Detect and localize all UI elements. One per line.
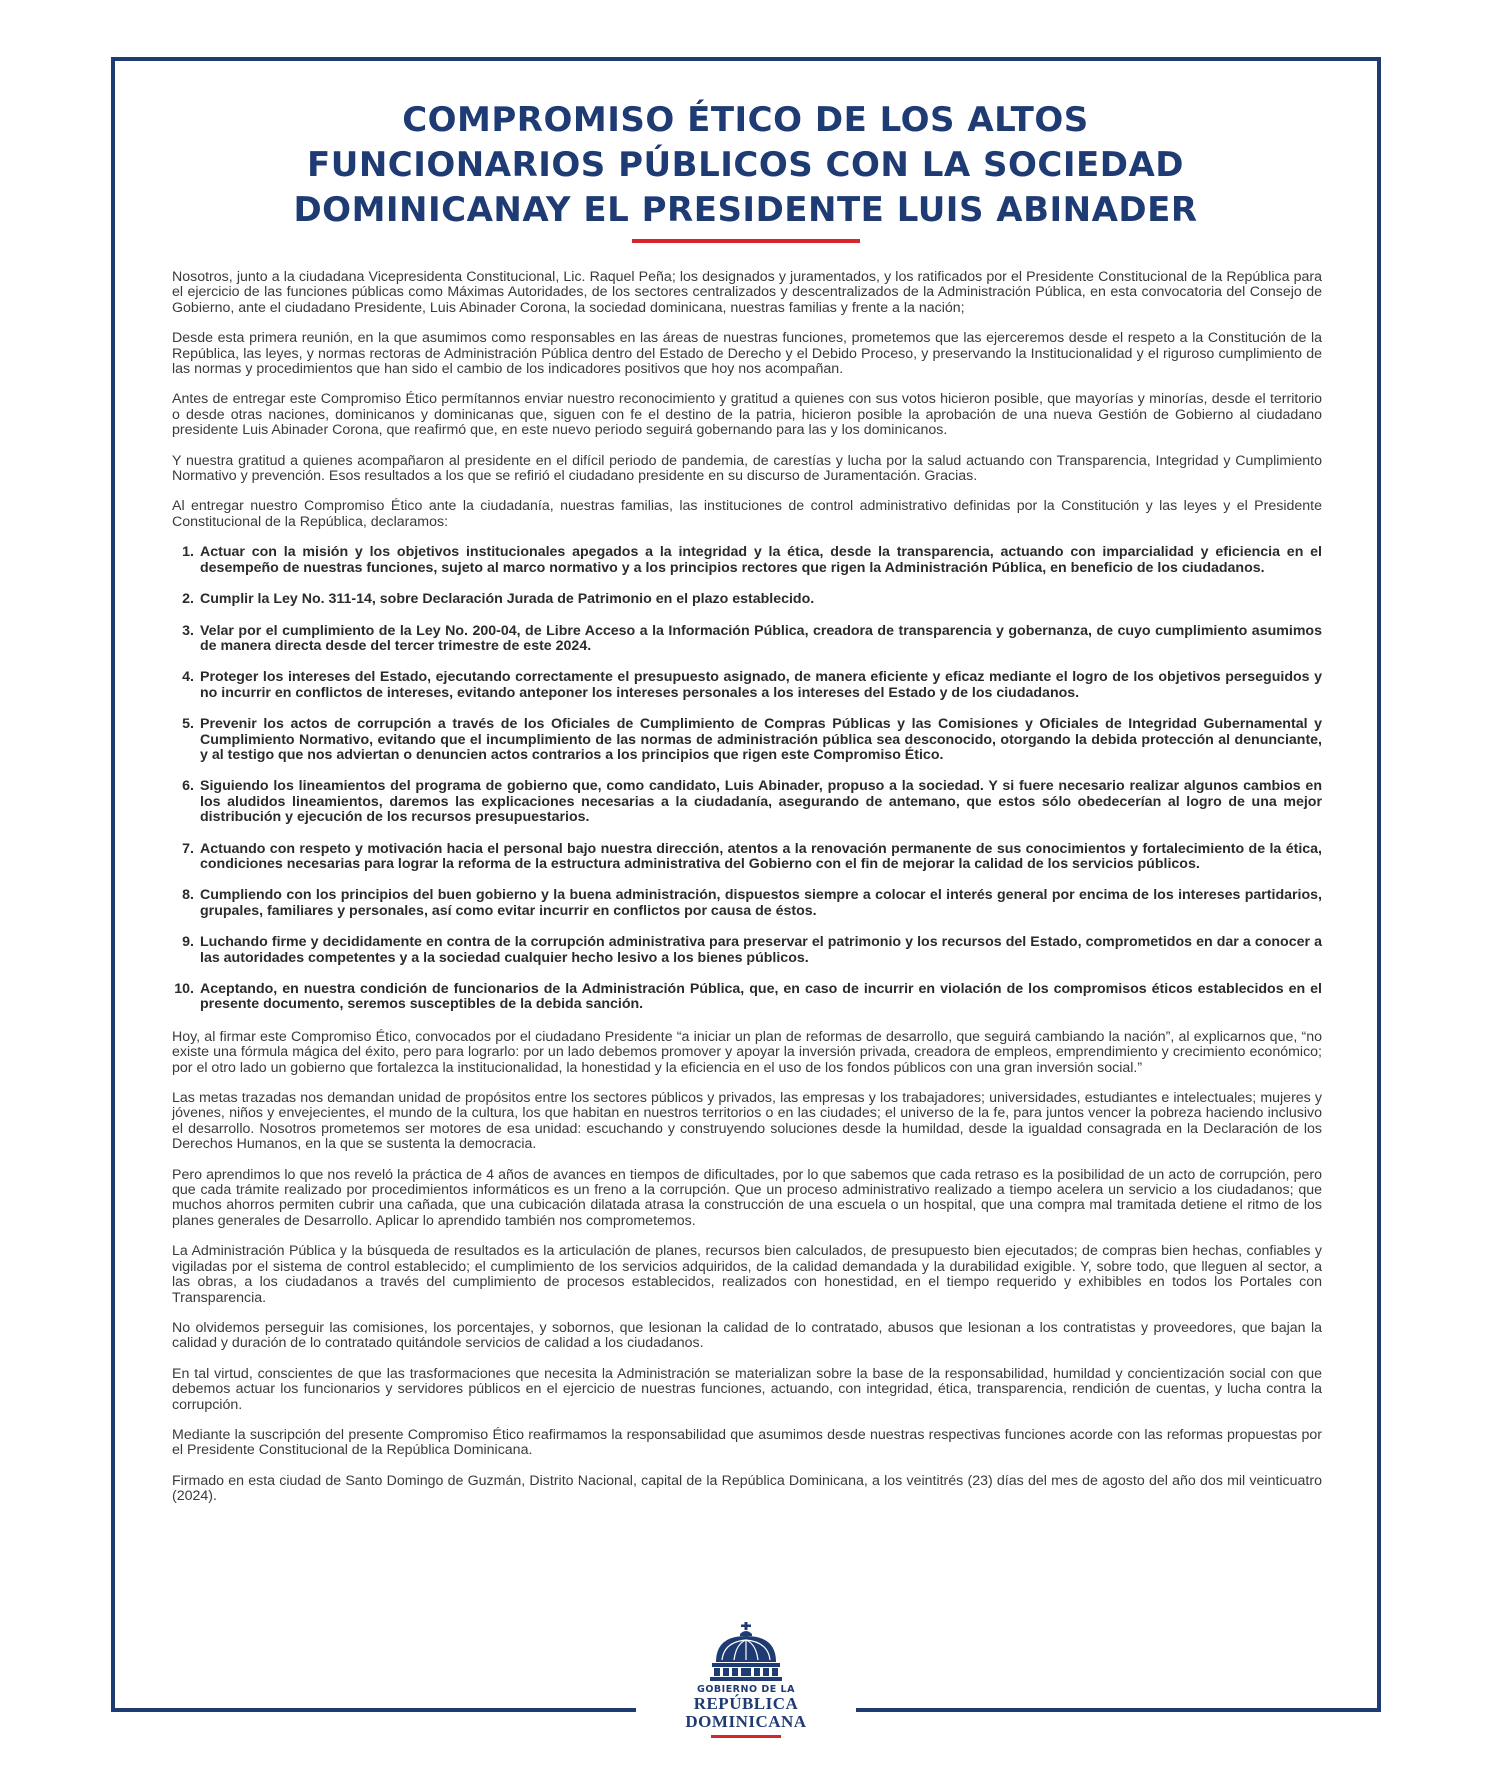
intro-paragraph: Antes de entregar este Compromiso Ético permítannos enviar nuestro reconocimiento y gratitud a quienes con sus votos hicieron posible, que mayorías y minorías, desde el territorio o desde otras naciones, dominicanos y dominicanas que, siguen con fe el destino de la patria, hicieron posible la aprobación de una nueva Gestión de Gobierno al ciudadano presidente Luis Abinader Corona, que reafirmó que, en este nuevo periodo seguirá gobernando para las y los dominicanos.	[172, 391, 1322, 439]
closing-paragraph: No olvidemos perseguir las comisiones, los porcentajes, y sobornos, que lesionan la calidad de lo contratado, abusos que lesionan a los contratistas y proveedores, que bajan la calidad y duración de lo contratado quitándole servicios de calidad a los ciudadanos.	[172, 1319, 1322, 1352]
intro-paragraph: Desde esta primera reunión, en la que asumimos como responsables en las áreas de nuestras funciones, prometemos que las ejerceremos desde el respeto a la Constitución de la República, las leyes, y normas rectoras de Administración Pública dentro del Estado de Derecho y el Debido Proceso, y preservando la Institucionalidad y el riguroso cumplimiento de las normas y procedimientos que han sido el cambio de los indicadores positivos que hoy nos acompañan.	[172, 330, 1322, 378]
dome-emblem-icon	[706, 1622, 786, 1682]
commitment-item	[172, 982, 1322, 1013]
commitment-item	[172, 592, 1322, 607]
commitment-item	[172, 779, 1322, 825]
document-title	[0, 98, 1491, 233]
closing-paragraph: Mediante la suscripción del presente Compromiso Ético reafirmamos la responsabilidad que asumimos desde nuestras respectivas funciones acorde con las reformas propuestas por el Presidente Constitucional de la República Dominicana.	[172, 1426, 1322, 1459]
intro-paragraph: Al entregar nuestro Compromiso Ético ante la ciudadanía, nuestras familias, las instituciones de control administrativo definidas por la Constitución y las leyes y el Presidente Constitucional de la República, declaramos:	[172, 498, 1322, 530]
commitment-item	[172, 888, 1322, 919]
commitment-text: Velar por el cumplimiento de la Ley No. 200-04, de Libre Acceso a la Información Pública, creadora de transparencia y gobernanza, de cuyo cumplimiento asumimos de manera directa desde del tercer trimestre de este 2024.	[200, 622, 1322, 654]
commitment-number: 4.	[182, 669, 194, 686]
commitments-list	[172, 545, 1322, 1013]
commitment-number: 6.	[182, 778, 194, 795]
commitment-text: Luchando firme y decididamente en contra de la corrupción administrativa para preservar el patrimonio y los recursos del Estado, comprometidos en dar a conocer a las autoridades competentes y a la sociedad cualquier hecho lesivo a los bienes públicos.	[200, 934, 1322, 966]
government-logo	[636, 1622, 856, 1732]
closing-paragraph: Pero aprendimos lo que nos reveló la práctica de 4 años de avances en tiempos de dificultades, por lo que sabemos que cada retraso es la posibilidad de un acto de corrupción, pero que cada trámite realizado por procedimientos informáticos es un freno a la corrupción. Que un proceso administrativo realizado a tiempo acelera un servicio a los ciudadanos; que muchos ahorros permiten cubrir una cañada, que una cubicación dilatada atrasa la construcción de una escuela o un hospital, que una compra mal tramitada detiene el ritmo de los planes generales de Desarrollo. Aplicar lo aprendido también nos comprometemos.	[172, 1166, 1322, 1229]
commitment-text: Cumplir la Ley No. 311-14, sobre Declaración Jurada de Patrimonio en el plazo establecido.	[200, 591, 815, 608]
commitment-text: Actuando con respeto y motivación hacia el personal bajo nuestra dirección, atentos a la renovación permanente de sus conocimientos y fortalecimiento de la ética, condiciones necesarias para lograr la reforma de la estructura administrativa del Gobierno con el fin de mejorar la calidad de los servicios públicos.	[200, 840, 1322, 872]
commitment-number: 7.	[182, 840, 194, 857]
commitment-item	[172, 717, 1322, 763]
commitment-item	[172, 842, 1322, 873]
commitment-number: 3.	[182, 622, 194, 639]
title-line: DOMINICANAY EL PRESIDENTE LUIS ABINADER	[293, 190, 1198, 230]
commitment-text: Proteger los intereses del Estado, ejecutando correctamente el presupuesto asignado, de manera eficiente y eficaz mediante el logro de los objetivos perseguidos y no incurrir en conflictos de intereses, evitando anteponer los intereses personales a los intereses del Estado y de los ciudadanos.	[200, 669, 1322, 701]
logo-line-2: REPÚBLICA DOMINICANA	[685, 1694, 807, 1731]
commitment-number: 1.	[182, 544, 194, 561]
closing-paragraph: En tal virtud, conscientes de que las trasformaciones que necesita la Administración se materializan sobre la base de la responsabilidad, humildad y concientización social con que debemos actuar los funcionarios y servidores públicos en el ejercicio de nuestras funciones, actuando, con integridad, ética, transparencia, rendición de cuentas, y lucha contra la corrupción.	[172, 1365, 1322, 1413]
signature-paragraph: Firmado en esta ciudad de Santo Domingo de Guzmán, Distrito Nacional, capital de la República Dominicana, a los veintitrés (23) días del mes de agosto del año dos mil veinticuatro (2024).	[172, 1472, 1322, 1505]
title-line: COMPROMISO ÉTICO DE LOS ALTOS	[402, 100, 1089, 140]
logo-underline	[711, 1735, 781, 1738]
commitment-text: Aceptando, en nuestra condición de funcionarios de la Administración Pública, que, en caso de incurrir en violación de los compromisos éticos establecidos en el presente documento, seremos susceptibles de la debida sanción.	[200, 981, 1322, 1013]
commitment-number: 9.	[182, 934, 194, 951]
logo-line-1: GOBIERNO DE LA	[697, 1684, 795, 1695]
commitment-number: 2.	[182, 591, 194, 608]
title-line: FUNCIONARIOS PÚBLICOS CON LA SOCIEDAD	[307, 145, 1184, 185]
commitment-number: 5.	[182, 716, 194, 733]
commitment-text: Prevenir los actos de corrupción a través de los Oficiales de Cumplimiento de Compras Públicas y las Comisiones y Oficiales de Integridad Gubernamental y Cumplimiento Normativo, evitando que el incumplimiento de las normas de administración pública sea desconocido, otorgando la debida protección al denunciante, y al testigo que nos adviertan o denuncien actos contrarios a los principios que rigen este Compromiso Ético.	[200, 716, 1322, 763]
intro-paragraph: Y nuestra gratitud a quienes acompañaron al presidente en el difícil periodo de pandemia, de carestías y lucha por la salud actuando con Transparencia, Integridad y Cumplimiento Normativo y prevención. Esos resultados a los que se refirió el ciudadano presidente en su discurso de Juramentación. Gracias.	[172, 452, 1322, 485]
document-body	[172, 270, 1322, 1520]
commitment-item	[172, 545, 1322, 576]
commitment-text: Cumpliendo con los principios del buen gobierno y la buena administración, dispuestos siempre a colocar el interés general por encima de los intereses partidarios, grupales, familiares y personales, así como evitar incurrir en conflictos por causa de éstos.	[200, 887, 1322, 919]
closing-paragraph: Las metas trazadas nos demandan unidad de propósitos entre los sectores públicos y privados, las empresas y los trabajadores; universidades, estudiantes e intelectuales; mujeres y jóvenes, niños y envejecientes, el mundo de la cultura, los que habitan en nuestros territorios o en las ciudades; el universo de la fe, para juntos vencer la pobreza haciendo inclusivo el desarrollo. Nosotros prometemos ser motores de esa unidad: escuchando y construyendo soluciones desde la humildad, desde la igualdad consagrada en la Declaración de los Derechos Humanos, en la que se sustenta la democracia.	[172, 1090, 1322, 1153]
closing-paragraph: Hoy, al firmar este Compromiso Ético, convocados por el ciudadano Presidente “a iniciar un plan de reformas de desarrollo, que seguirá cambiando la nación”, al explicarnos que, “no existe una fórmula mágica del éxito, pero para lograrlo: por un lado debemos promover y apoyar la inversión privada, creadora de empleos, emprendimiento y crecimiento económico; por el otro lado un gobierno que fortalezca la institucionalidad, la honestidad y la eficiencia en el uso de los fondos públicos con una gran inversión social.”	[172, 1028, 1322, 1076]
closing-paragraph: La Administración Pública y la búsqueda de resultados es la articulación de planes, recursos bien calculados, de presupuesto bien ejecutados; de compras bien hechas, confiables y vigiladas por el sistema de control establecido; el cumplimiento de los servicios adquiridos, de la calidad demandada y la durabilidad exigible. Y, sobre todo, que lleguen al sector, a las obras, a los ciudadanos a través del cumplimiento de procesos establecidos, realizados con honestidad, en el tiempo requerido y exhibibles en todos los Portales con Transparencia.	[172, 1243, 1322, 1306]
commitment-text: Actuar con la misión y los objetivos institucionales apegados a la integridad y la ética, desde la transparencia, actuando con imparcialidad y eficiencia en el desempeño de nuestras funciones, sujeto al marco normativo y a los principios rectores que rigen la Administración Pública, en beneficio de los ciudadanos.	[200, 544, 1322, 576]
commitment-item	[172, 624, 1322, 655]
title-underline	[632, 239, 860, 243]
commitment-number: 8.	[182, 887, 194, 904]
commitment-text: Siguiendo los lineamientos del programa de gobierno que, como candidato, Luis Abinader, propuso a la sociedad. Y si fuere necesario realizar algunos cambios en los aludidos lineamientos, daremos las explicaciones necesarias a la ciudadanía, asegurando de antemano, que estos sólo obedecerían al logro de una mejor distribución y ejecución de los recursos presupuestarios.	[200, 778, 1322, 826]
commitment-item	[172, 670, 1322, 701]
commitment-item	[172, 935, 1322, 966]
commitment-number: 10.	[174, 981, 194, 997]
intro-paragraph: Nosotros, junto a la ciudadana Vicepresidenta Constitucional, Lic. Raquel Peña; los designados y juramentados, y los ratificados por el Presidente Constitucional de la República para el ejercicio de las funciones públicas como Máximas Autoridades, de los sectores centralizados y descentralizados de la Administración Pública, en esta convocatoria del Consejo de Gobierno, ante el ciudadano Presidente, Luis Abinader Corona, la sociedad dominicana, nuestras familias y frente a la nación;	[172, 269, 1322, 316]
